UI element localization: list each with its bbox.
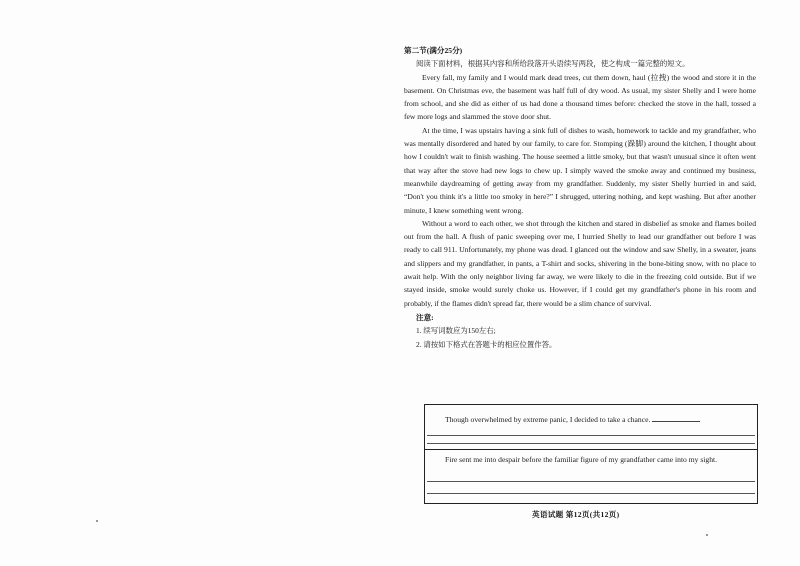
answer-prompt-1-text: Though overwhelmed by extreme panic, I decided to take a chance. (445, 415, 651, 424)
passage-paragraph-3: Without a word to each other, we shot through the kitchen and stared in disbelief as smoke and flames boiled out from the hall. A flush of panic sweeping over me, I hurried Shelly to lead our grandfather out before I was ready to call 911. Unfortunately, my phone was dead. I glanced out the window and saw Shelly, in a sweater, jeans and slippers and my grandfather, in pants, a T-shirt and socks, shivering in the bone-biting snow, with no place to await help. With the only neighbor living far away, we were likely to die in the freezing cold outside. But if we stayed inside, smoke would surely choke us. However, if I could get my grandfather's phone in his room and probably, if the flames didn't spread far, there would be a slim chance of survival. (404, 218, 756, 308)
answer-line[interactable] (427, 481, 755, 482)
answer-line[interactable] (427, 493, 755, 494)
passage-paragraph-2: At the time, I was upstairs having a sink full of dishes to wash, homework to tackle and my grandfather, who was mentally disordered and hated by our family, to care for. Stomping (跺脚) around the kitchen, I thought about how I couldn't wait to finish washing. The house seemed a little smoky, but that wasn't unusual since it often went that way after the stove had new logs to chew up. I simply waved the smoke away and continued my business, meanwhile daydreaming of getting away from my grandfather. Suddenly, my sister Shelly hurried in and said, “Don't you think it's a little too smoky in here?” I shrugged, uttering nothing, and kept washing. But after another minute, I knew something went wrong. (404, 125, 756, 215)
page-footer: 英语试题 第12页(共12页) (532, 510, 620, 519)
scan-speck (706, 534, 708, 536)
question-content (404, 44, 756, 351)
answer-box-divider (425, 449, 757, 450)
answer-prompt-1 (427, 413, 755, 426)
answer-line[interactable] (427, 443, 755, 444)
answer-box (424, 404, 758, 504)
note-item-2: 2. 请按如下格式在答题卡的相应位置作答。 (416, 339, 557, 349)
passage-paragraph-1: Every fall, my family and I would mark dead trees, cut them down, haul (拉拽) the wood and store it in the basement. On Christmas eve, the basement was half full of dry wood. As usual, my sister Shelly and I were home from school, and she did as either of us had done a thousand times before: checked the stove in the hall, tossed a few more logs and slammed the stove door shut. (404, 72, 756, 122)
notes-title: 注意: (416, 312, 434, 322)
answer-blank-1[interactable] (652, 413, 700, 422)
answer-line[interactable] (427, 435, 755, 436)
section-title: 第二节(满分25分) (404, 46, 463, 55)
scan-speck (96, 520, 98, 522)
answer-prompt-2: Fire sent me into despair before the familiar figure of my grandfather came into my sight. (445, 455, 718, 464)
note-item-1: 1. 续写词数应为150左右; (416, 326, 496, 336)
section-instruction: 阅读下面材料，根据其内容和所给段落开头语续写两段，使之构成一篇完整的短文。 (416, 59, 690, 69)
